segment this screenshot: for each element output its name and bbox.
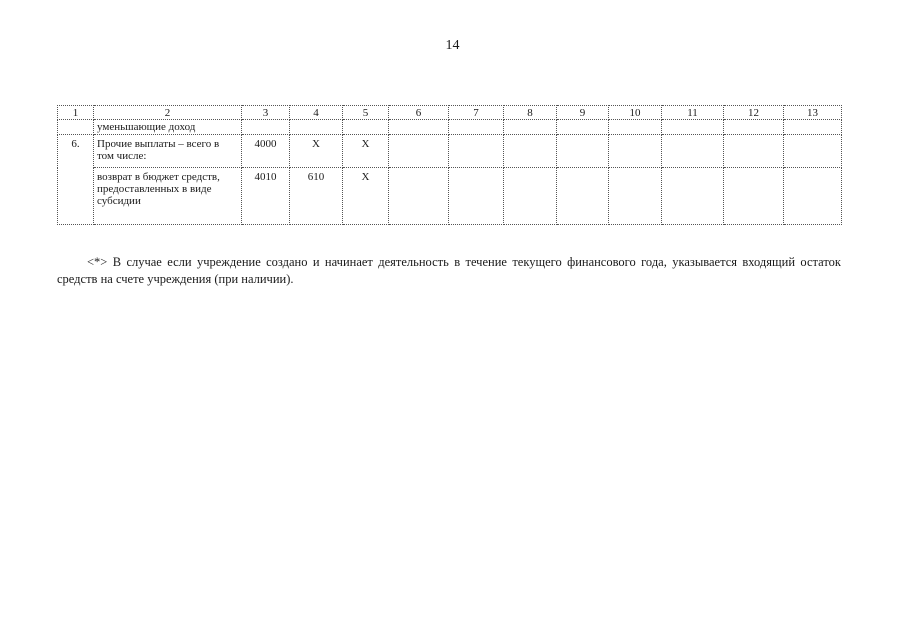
table-row [58,120,842,135]
table-cell [784,135,842,168]
table-cell [58,120,94,135]
table-cell [784,168,842,225]
row-name-cell: возврат в бюджет средств, предоставленных в виде субсидии [94,168,242,225]
header-cell: 5 [343,106,389,120]
table-cell: X [290,135,343,168]
table-cell [504,120,557,135]
row-code-cell: 4010 [242,168,290,225]
table-cell [389,135,449,168]
row-index-cell: 6. [58,135,94,225]
table-cell [609,120,662,135]
table-cell [449,168,504,225]
table-cell [290,120,343,135]
header-cell: 12 [724,106,784,120]
table-cell [724,135,784,168]
table-cell [389,120,449,135]
table-cell [389,168,449,225]
table-cell [242,120,290,135]
header-cell: 1 [58,106,94,120]
table-cell [784,120,842,135]
header-cell: 9 [557,106,609,120]
table-cell [343,120,389,135]
table-cell [662,135,724,168]
footnote: <*> В случае если учреждение создано и начинает деятельность в течение текущего финансового года, указывается входящий остаток средств на счете учреждения (при наличии). [57,254,841,286]
row-name-cell: уменьшающие доход [94,120,242,135]
table-cell [609,168,662,225]
table-cell [557,168,609,225]
header-cell: 13 [784,106,842,120]
row-code-cell: 4000 [242,135,290,168]
table-cell: X [343,168,389,225]
table-row [58,168,842,225]
table-row [58,135,842,168]
page-number: 14 [445,38,460,53]
header-cell: 3 [242,106,290,120]
header-cell: 7 [449,106,504,120]
header-cell: 4 [290,106,343,120]
header-cell: 8 [504,106,557,120]
table-cell [662,120,724,135]
table-cell [662,168,724,225]
header-cell: 10 [609,106,662,120]
table-cell [449,135,504,168]
header-cell: 6 [389,106,449,120]
table-cell: 610 [290,168,343,225]
table-cell [504,168,557,225]
row-name-cell: Прочие выплаты – всего в том числе: [94,135,242,168]
table-cell [557,135,609,168]
header-cell: 11 [662,106,724,120]
table-cell [609,135,662,168]
table-header-row [58,106,842,120]
table-cell [557,120,609,135]
header-cell: 2 [94,106,242,120]
table-cell [724,168,784,225]
table-cell [449,120,504,135]
table-cell: X [343,135,389,168]
table-cell [724,120,784,135]
report-table [57,105,842,225]
table-cell [504,135,557,168]
